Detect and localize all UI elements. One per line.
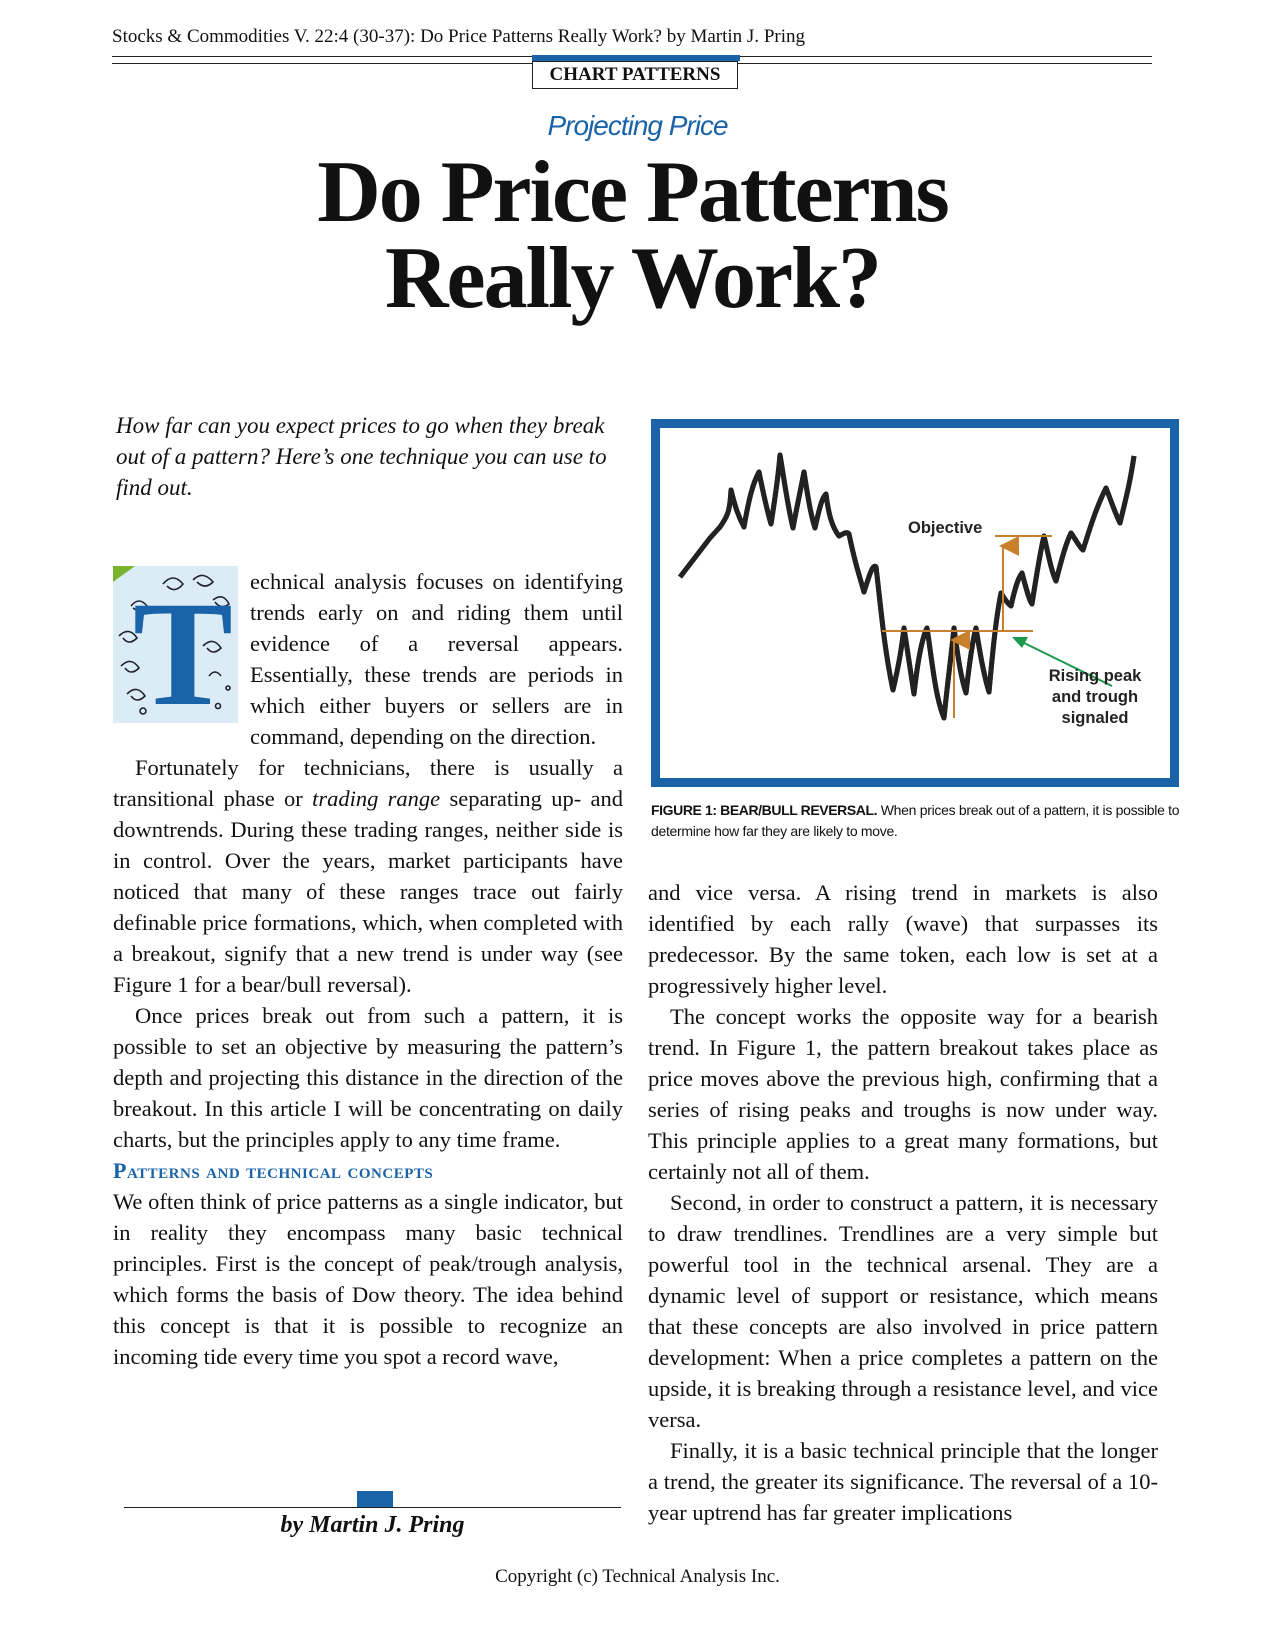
byline: by Martin J. Pring xyxy=(280,1512,465,1538)
paragraph: The concept works the opposite way for a bearish trend. In Figure 1, the pattern breakout takes place as price moves above the previous high, confirming that a series of rising peaks and troughs is now under way. This principle applies to a great many formations, but certainly not all of them. xyxy=(648,1004,1158,1184)
figure-canvas xyxy=(660,428,1170,778)
paragraph: Finally, it is a basic technical principle that the longer a trend, the greater its significance. The reversal of a 10-year uptrend has far greater implications xyxy=(648,1438,1158,1525)
byline-rule xyxy=(124,1507,621,1508)
copyright-footer: Copyright (c) Technical Analysis Inc. xyxy=(495,1566,780,1587)
section-label: CHART PATTERNS xyxy=(532,61,738,89)
objective-label: Objective xyxy=(908,519,983,537)
signal-label-line: signaled xyxy=(1061,709,1129,727)
figure-1 xyxy=(651,419,1179,787)
byline-tab xyxy=(357,1491,393,1507)
emphasis-trading-range: trading range xyxy=(312,786,441,811)
caption-heading: FIGURE 1: BEAR/BULL REVERSAL. xyxy=(651,802,878,818)
title-line-1: Do Price Patterns xyxy=(317,144,948,241)
paragraph: We often think of price patterns as a single indicator, but in reality they encompass many basic technical principles. First is the concept of peak/trough analysis, which forms the basis of Dow theory. The idea behind this concept is that it is possible to recognize an incoming tide every time you spot a record wave, xyxy=(113,1189,623,1369)
right-column xyxy=(648,877,1158,1528)
paragraph-text: echnical analysis focuses on identifying trends early on and riding them until evidence of a reversal appears. Essentially, these trends are periods in which either buyers or sellers are in command, depending on the direction. xyxy=(250,569,623,749)
dropcap xyxy=(113,566,238,723)
dropcap-letter: T xyxy=(132,571,234,723)
section-subhead: Patterns and technical concepts xyxy=(113,1158,434,1183)
paragraph: Second, in order to construct a pattern, it is necessary to draw trendlines. Trendlines are a very simple but powerful tool in the technical arsenal. They are a dynamic level of support or resistance, which means that these concepts are also involved in price pattern development: When a price completes a pattern on the upside, it is breaking through a resistance level, and vice versa. xyxy=(648,1190,1158,1432)
title-line-2: Really Work? xyxy=(384,230,881,327)
signal-label-line: Rising peak xyxy=(1048,667,1142,685)
signal-label-line: and trough xyxy=(1051,688,1139,706)
dropcap-art xyxy=(113,566,238,723)
paragraph: and vice versa. A rising trend in markets is also identified by each rally (wave) that surpasses its predecessor. By the same token, each low is set at a progressively higher level. xyxy=(648,880,1158,998)
article-title xyxy=(0,144,1265,327)
signal-label xyxy=(1040,666,1150,729)
figure-caption xyxy=(651,800,1181,842)
paragraph: Once prices break out from such a pattern, it is possible to set an objective by measuring the pattern’s depth and projecting this distance in the direction of the breakout. In this article I will be concentrating on daily charts, but the principles apply to any time frame. xyxy=(113,1003,623,1152)
caption-text: When prices break out of a pattern, it is possible to determine how far they are likely to move. xyxy=(651,802,1180,839)
paragraph-text: separating up- and downtrends. During these trading ranges, neither side is in control. Over the years, market participants have noticed that many of these ranges trace out fairly definable price formations, which, when completed with a breakout, signify that a new trend is under way (see Figure 1 for a bear/bull reversal). xyxy=(113,786,623,997)
signal-arrowhead xyxy=(1012,637,1028,648)
paragraph xyxy=(113,566,623,752)
article-kicker: Projecting Price xyxy=(547,110,728,141)
article-deck: How far can you expect prices to go when they break out of a pattern? Here’s one technique you can use to find out. xyxy=(116,413,607,500)
paragraph-text: Fortunately for technicians, there is usually a transitional phase or xyxy=(113,755,623,811)
left-column xyxy=(113,566,623,1372)
running-header: Stocks & Commodities V. 22:4 (30-37): Do Price Patterns Really Work? by Martin J. Pring xyxy=(112,26,805,47)
paragraph xyxy=(113,752,623,1000)
